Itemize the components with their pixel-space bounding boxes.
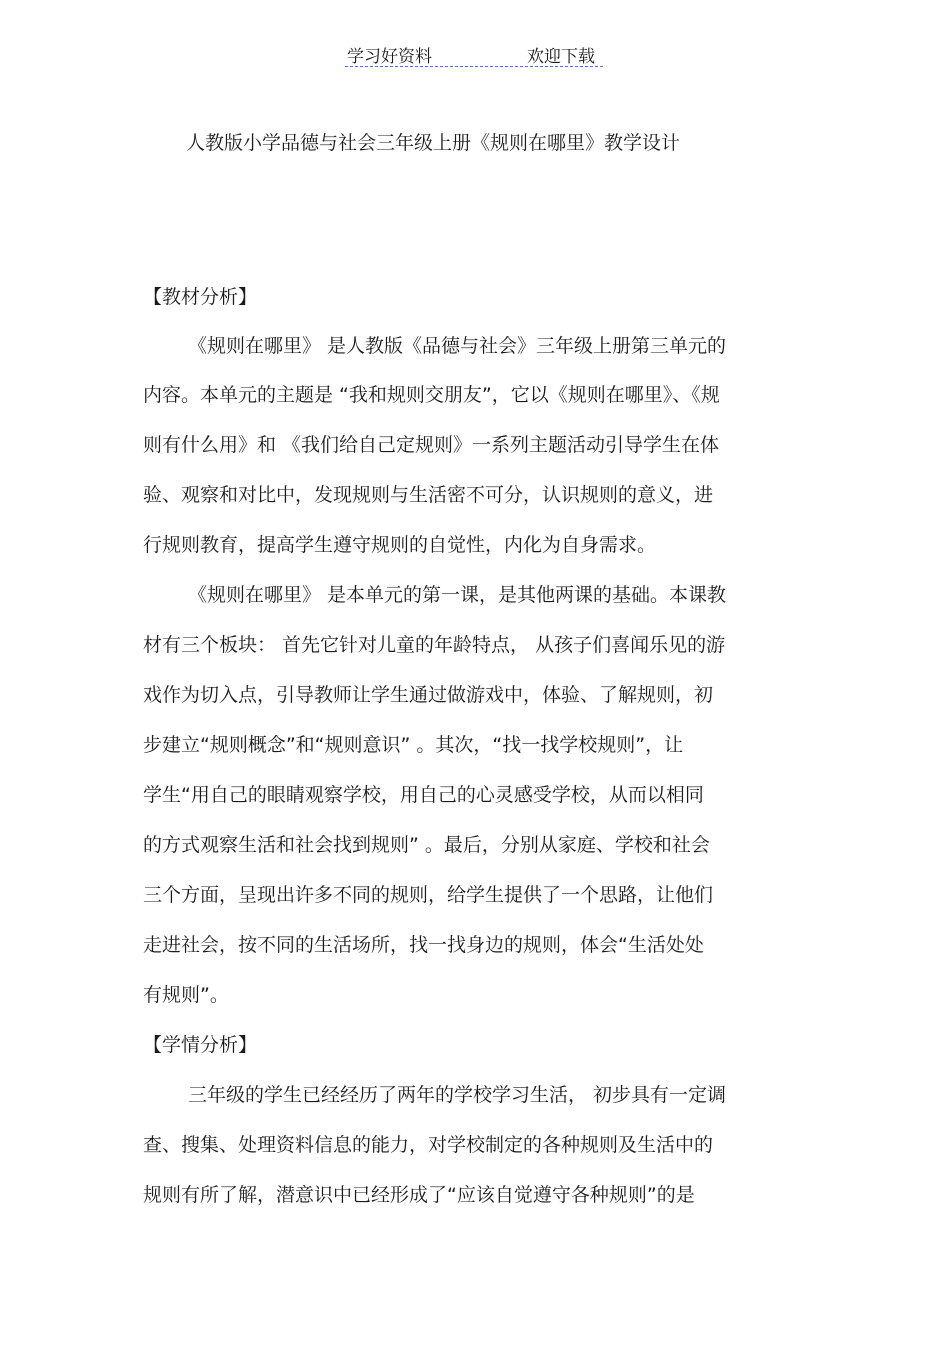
paragraph-line: 三年级的学生已经经历了两年的学校学习生活， 初步具有一定调 bbox=[188, 1084, 727, 1106]
paragraph-line: 《规则在哪里》 是本单元的第一课，是其他两课的基础。本课教 bbox=[188, 584, 727, 606]
section-heading-student-analysis: 【学情分析】 bbox=[143, 1034, 258, 1056]
header-right-text: 欢迎下载 bbox=[527, 47, 595, 67]
paragraph-line: 材有三个板块： 首先它针对儿童的年龄特点， 从孩子们喜闻乐见的游 bbox=[143, 634, 726, 656]
paragraph-line: 规则有所了解，潜意识中已经形成了“应该自觉遵守各种规则”的是 bbox=[143, 1184, 695, 1206]
paragraph-line: 步建立“规则概念”和“规则意识” 。其次，“找一找学校规则”，让 bbox=[143, 734, 684, 756]
section-heading-textbook-analysis: 【教材分析】 bbox=[143, 286, 258, 308]
paragraph-line: 《规则在哪里》 是人教版《品德与社会》三年级上册第三单元的 bbox=[188, 335, 727, 357]
header-left-text: 学习好资料 bbox=[347, 47, 432, 67]
paragraph-line: 内容。本单元的主题是 “我和规则交朋友”，它以《规则在哪里》、《规 bbox=[143, 384, 720, 406]
paragraph-line: 查、搜集、处理资料信息的能力，对学校制定的各种规则及生活中的 bbox=[143, 1134, 714, 1156]
paragraph-line: 三个方面，呈现出许多不同的规则，给学生提供了一个思路，让他们 bbox=[143, 884, 714, 906]
paragraph-line: 学生“用自己的眼睛观察学校，用自己的心灵感受学校，从而以相同 bbox=[143, 784, 704, 806]
page-header bbox=[345, 40, 603, 67]
paragraph-line: 验、观察和对比中，发现规则与生活密不可分，认识规则的意义，进 bbox=[143, 484, 714, 506]
paragraph-line: 走进社会，按不同的生活场所，找一找身边的规则，体会“生活处处 bbox=[143, 934, 704, 956]
paragraph-line: 则有什么用》和 《我们给自己定规则》一系列主题活动引导学生在体 bbox=[143, 434, 720, 456]
paragraph-line: 有规则”。 bbox=[143, 984, 229, 1006]
paragraph-line: 戏作为切入点，引导教师让学生通过做游戏中，体验、了解规则，初 bbox=[143, 684, 714, 706]
paragraph-line: 的方式观察生活和社会找到规则” 。最后，分别从家庭、学校和社会 bbox=[143, 834, 710, 856]
paragraph-line: 行规则教育，提高学生遵守规则的自觉性，内化为自身需求。 bbox=[143, 534, 657, 556]
document-title: 人教版小学品德与社会三年级上册《规则在哪里》教学设计 bbox=[186, 132, 681, 154]
